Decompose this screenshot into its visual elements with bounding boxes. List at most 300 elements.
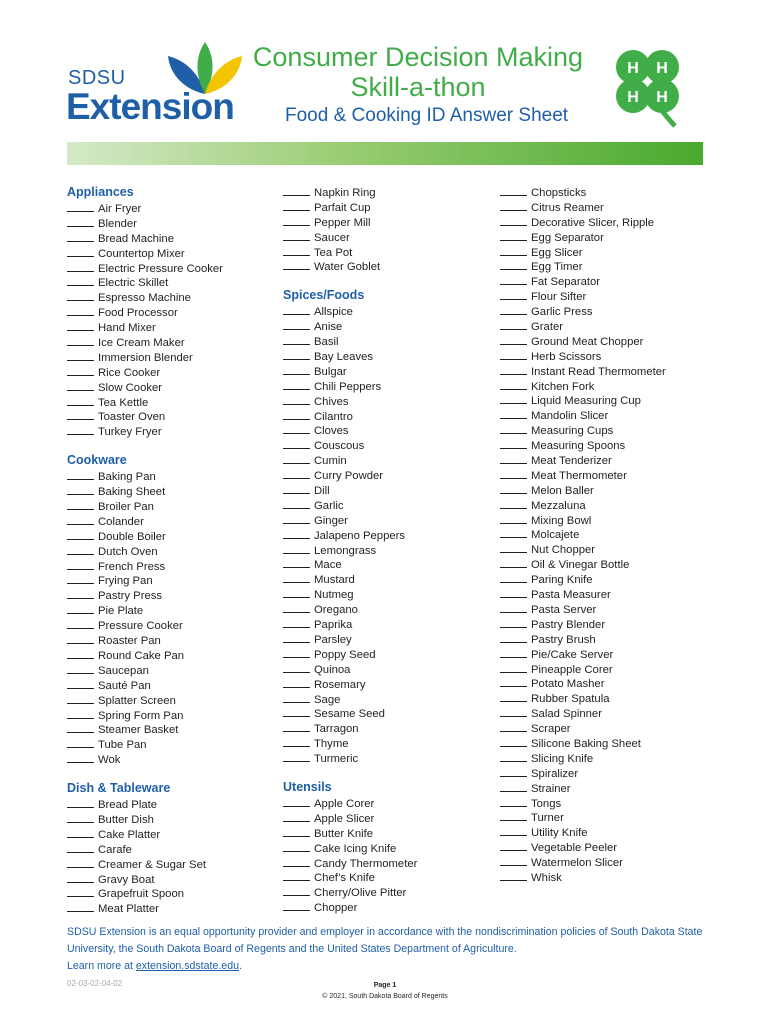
list-item: [67, 633, 272, 648]
list-item: [67, 395, 272, 410]
list-item: [283, 423, 488, 438]
item-label: Bay Leaves: [314, 351, 374, 364]
item-label: Meat Tenderizer: [531, 455, 612, 468]
item-label: Utility Knife: [531, 827, 588, 840]
item-label: Napkin Ring: [314, 187, 376, 199]
answer-blank[interactable]: [283, 483, 310, 494]
answer-blank[interactable]: [500, 632, 527, 643]
item-label: Strainer: [531, 782, 571, 795]
item-label: Garlic: [314, 499, 344, 512]
item-label: Rubber Spatula: [531, 693, 610, 706]
answer-blank[interactable]: [283, 319, 310, 330]
answer-blank[interactable]: [500, 274, 527, 285]
answer-blank[interactable]: [500, 617, 527, 628]
answer-blank[interactable]: [67, 886, 94, 897]
item-label: Roaster Pan: [98, 635, 161, 648]
answer-blank[interactable]: [67, 618, 94, 629]
list-item: [500, 542, 705, 557]
answer-blank[interactable]: [500, 259, 527, 270]
item-label: Basil: [314, 336, 339, 349]
list-item: [67, 886, 272, 901]
item-label: Silicone Baking Sheet: [531, 737, 641, 750]
answer-blank[interactable]: [283, 468, 310, 479]
answer-blank[interactable]: [283, 379, 310, 390]
list-item: [500, 781, 705, 796]
item-label: Mezzaluna: [531, 499, 586, 512]
4h-clover-icon: [605, 40, 693, 128]
item-label: Meat Thermometer: [531, 469, 627, 482]
answer-blank[interactable]: [283, 438, 310, 449]
item-label: Pressure Cooker: [98, 620, 183, 633]
answer-blank[interactable]: [500, 483, 527, 494]
answer-blank[interactable]: [67, 678, 94, 689]
answer-blank[interactable]: [67, 231, 94, 242]
answer-blank[interactable]: [67, 588, 94, 599]
item-label: Blender: [98, 217, 137, 230]
item-label: Pie Plate: [98, 605, 144, 618]
list-item: [67, 708, 272, 723]
list-item: [67, 752, 272, 767]
answer-blank[interactable]: [283, 602, 310, 613]
item-label: Cilantro: [314, 410, 353, 423]
item-label: Tea Kettle: [98, 396, 149, 409]
answer-blank[interactable]: [500, 557, 527, 568]
answer-blank[interactable]: [283, 811, 310, 822]
learn-more-period: .: [238, 960, 242, 972]
list-item: [67, 350, 272, 365]
list-item: [500, 587, 705, 602]
item-label: Vegetable Peeler: [531, 842, 618, 855]
item-label: Mustard: [314, 574, 355, 587]
answer-blank[interactable]: [500, 796, 527, 807]
answer-blank[interactable]: [500, 766, 527, 777]
list-item: [283, 811, 488, 826]
list-item: [283, 483, 488, 498]
answer-blank[interactable]: [283, 423, 310, 434]
answer-blank[interactable]: [67, 872, 94, 883]
list-item: [500, 245, 705, 260]
answer-blank[interactable]: [283, 736, 310, 747]
answer-blank[interactable]: [67, 633, 94, 644]
answer-blank[interactable]: [283, 185, 310, 196]
item-label: Baking Sheet: [98, 486, 166, 499]
answer-blank[interactable]: [500, 438, 527, 449]
item-label: Creamer & Sugar Set: [98, 858, 206, 871]
answer-blank[interactable]: [500, 185, 527, 196]
answer-blank[interactable]: [500, 602, 527, 613]
list-item: [283, 900, 488, 915]
answer-blank[interactable]: [67, 275, 94, 286]
answer-blank[interactable]: [67, 857, 94, 868]
list-item: [500, 840, 705, 855]
list-item: [500, 751, 705, 766]
item-label: Egg Slicer: [531, 246, 583, 259]
list-item: [67, 529, 272, 544]
answer-blank[interactable]: [67, 842, 94, 853]
dish-tableware-list-continued: [283, 185, 488, 274]
item-label: Bulgar: [314, 365, 347, 378]
item-label: Paprika: [314, 619, 353, 632]
answer-blank[interactable]: [500, 840, 527, 851]
item-label: Espresso Machine: [98, 292, 191, 305]
list-item: [67, 648, 272, 663]
logo-extension-text: Extension: [66, 86, 234, 127]
document-code: 02-03-02-04-02: [67, 979, 123, 988]
item-label: Chives: [314, 395, 349, 408]
answer-blank[interactable]: [500, 572, 527, 583]
answer-blank[interactable]: [283, 513, 310, 524]
column-1: [67, 182, 272, 916]
answer-blank[interactable]: [67, 514, 94, 525]
item-label: Liquid Measuring Cup: [531, 395, 641, 408]
item-label: Garlic Press: [531, 306, 593, 319]
answer-blank[interactable]: [67, 409, 94, 420]
item-label: Anise: [314, 321, 343, 334]
answer-blank[interactable]: [500, 498, 527, 509]
list-item: [283, 856, 488, 871]
list-item: [283, 647, 488, 662]
item-label: Rosemary: [314, 678, 366, 691]
list-item: [283, 230, 488, 245]
answer-blank[interactable]: [283, 572, 310, 583]
item-label: Egg Separator: [531, 231, 604, 244]
list-item: [67, 320, 272, 335]
answer-blank[interactable]: [500, 527, 527, 538]
answer-blank[interactable]: [283, 453, 310, 464]
answer-blank[interactable]: [67, 529, 94, 540]
item-label: Dill: [314, 485, 330, 498]
extension-link[interactable]: extension.sdstate.edu: [135, 960, 239, 972]
answer-blank[interactable]: [67, 201, 94, 212]
item-label: Parsley: [314, 633, 352, 646]
list-item: [283, 662, 488, 677]
answer-blank[interactable]: [283, 662, 310, 673]
answer-blank[interactable]: [283, 528, 310, 539]
item-label: Double Boiler: [98, 530, 166, 543]
item-label: Ginger: [314, 514, 348, 527]
list-item: [500, 691, 705, 706]
answer-blank[interactable]: [500, 587, 527, 598]
answer-blank[interactable]: [67, 544, 94, 555]
item-label: Steamer Basket: [98, 724, 179, 737]
answer-blank[interactable]: [283, 230, 310, 241]
answer-blank[interactable]: [67, 603, 94, 614]
answer-blank[interactable]: [283, 200, 310, 211]
list-item: [283, 304, 488, 319]
item-label: Decorative Slicer, Ripple: [531, 216, 655, 229]
item-label: Mixing Bowl: [531, 514, 592, 527]
answer-blank[interactable]: [500, 393, 527, 404]
answer-blank[interactable]: [67, 350, 94, 361]
answer-blank[interactable]: [500, 736, 527, 747]
section-heading-dish-tableware: Dish & Tableware: [67, 781, 171, 796]
item-label: Turmeric: [314, 753, 359, 766]
answer-blank[interactable]: [500, 513, 527, 524]
item-label: Flour Sifter: [531, 291, 587, 304]
list-item: [500, 200, 705, 215]
item-label: Salad Spinner: [531, 708, 602, 721]
list-item: [283, 438, 488, 453]
answer-blank[interactable]: [283, 647, 310, 658]
item-label: Cherry/Olive Pitter: [314, 887, 407, 900]
item-label: Chili Peppers: [314, 380, 382, 393]
item-label: Electric Pressure Cooker: [98, 262, 223, 275]
answer-blank[interactable]: [283, 692, 310, 703]
answer-blank[interactable]: [67, 797, 94, 808]
item-label: Melon Baller: [531, 484, 594, 497]
answer-blank[interactable]: [67, 648, 94, 659]
item-label: Round Cake Pan: [98, 649, 185, 662]
list-item: [283, 751, 488, 766]
answer-blank[interactable]: [500, 304, 527, 315]
answer-blank[interactable]: [500, 691, 527, 702]
answer-blank[interactable]: [500, 855, 527, 866]
item-label: Scraper: [531, 723, 571, 736]
answer-blank[interactable]: [67, 320, 94, 331]
item-label: Chopsticks: [531, 187, 587, 199]
dish-tableware-list: [67, 797, 272, 916]
answer-blank[interactable]: [283, 364, 310, 375]
list-item: [500, 423, 705, 438]
answer-blank[interactable]: [67, 216, 94, 227]
answer-blank[interactable]: [283, 394, 310, 405]
answer-blank[interactable]: [67, 424, 94, 435]
answer-blank[interactable]: [67, 484, 94, 495]
answer-blank[interactable]: [283, 349, 310, 360]
item-label: Grapefruit Spoon: [98, 888, 185, 901]
item-label: Whisk: [531, 871, 562, 884]
list-item: [283, 245, 488, 260]
answer-blank[interactable]: [67, 737, 94, 748]
list-item: [283, 572, 488, 587]
list-item: [67, 693, 272, 708]
item-label: Tea Pot: [314, 246, 353, 259]
answer-blank[interactable]: [500, 379, 527, 390]
answer-blank[interactable]: [67, 380, 94, 391]
list-item: [67, 573, 272, 588]
section-heading-utensils: Utensils: [283, 779, 332, 794]
answer-blank[interactable]: [283, 841, 310, 852]
list-item: [67, 722, 272, 737]
answer-blank[interactable]: [67, 499, 94, 510]
answer-blank[interactable]: [67, 365, 94, 376]
answer-blank[interactable]: [283, 706, 310, 717]
answer-blank[interactable]: [283, 721, 310, 732]
sdsu-extension-logo: [68, 40, 243, 128]
answer-blank[interactable]: [500, 200, 527, 211]
answer-blank[interactable]: [500, 706, 527, 717]
answer-blank[interactable]: [67, 469, 94, 480]
item-label: Pineapple Corer: [531, 663, 613, 676]
answer-blank[interactable]: [283, 900, 310, 911]
answer-blank[interactable]: [500, 215, 527, 226]
answer-blank[interactable]: [500, 676, 527, 687]
answer-blank[interactable]: [283, 334, 310, 345]
answer-blank[interactable]: [500, 751, 527, 762]
answer-blank[interactable]: [500, 721, 527, 732]
item-label: Air Fryer: [98, 203, 142, 215]
item-label: Bread Plate: [98, 799, 158, 812]
answer-blank[interactable]: [283, 632, 310, 643]
answer-blank[interactable]: [283, 215, 310, 226]
answer-blank[interactable]: [283, 617, 310, 628]
item-label: Measuring Spoons: [531, 440, 626, 453]
answer-blank[interactable]: [67, 559, 94, 570]
answer-blank[interactable]: [67, 305, 94, 316]
item-label: Poppy Seed: [314, 648, 376, 661]
list-item: [283, 736, 488, 751]
answer-blank[interactable]: [67, 901, 94, 912]
answer-blank[interactable]: [283, 259, 310, 270]
answer-blank[interactable]: [283, 587, 310, 598]
answer-blank[interactable]: [67, 752, 94, 763]
list-item: [500, 810, 705, 825]
answer-blank[interactable]: [67, 708, 94, 719]
answer-blank[interactable]: [67, 290, 94, 301]
answer-blank[interactable]: [500, 453, 527, 464]
list-item: [67, 365, 272, 380]
answer-blank[interactable]: [500, 662, 527, 673]
logo-sdsu-text: SDSU: [68, 67, 126, 89]
item-label: Oil & Vinegar Bottle: [531, 559, 630, 572]
answer-blank[interactable]: [67, 827, 94, 838]
answer-blank[interactable]: [500, 781, 527, 792]
answer-blank[interactable]: [500, 245, 527, 256]
answer-blank[interactable]: [283, 856, 310, 867]
list-item: [283, 617, 488, 632]
list-item: [500, 632, 705, 647]
item-label: French Press: [98, 560, 166, 573]
list-item: [283, 826, 488, 841]
list-item: [500, 185, 705, 200]
item-label: Mace: [314, 559, 342, 572]
page-title: [248, 42, 588, 102]
item-label: Spring Form Pan: [98, 709, 184, 722]
footer-line-2: University, the South Dakota Board of Regents and the United States Department of Agriculture.: [67, 943, 517, 955]
answer-blank[interactable]: [67, 335, 94, 346]
list-item: [283, 185, 488, 200]
answer-blank[interactable]: [283, 557, 310, 568]
answer-blank[interactable]: [67, 573, 94, 584]
list-item: [67, 231, 272, 246]
list-item: [67, 409, 272, 424]
item-label: Pasta Server: [531, 603, 597, 616]
list-item: [500, 557, 705, 572]
answer-blank[interactable]: [500, 364, 527, 375]
list-item: [283, 453, 488, 468]
list-item: [500, 513, 705, 528]
clover-letter-tl: H: [627, 60, 639, 77]
answer-blank[interactable]: [500, 542, 527, 553]
list-item: [500, 676, 705, 691]
list-item: [67, 872, 272, 887]
item-label: Spiralizer: [531, 767, 579, 780]
answer-blank[interactable]: [67, 395, 94, 406]
item-label: Nutmeg: [314, 589, 354, 602]
list-item: [500, 364, 705, 379]
answer-blank[interactable]: [67, 812, 94, 823]
item-label: Molcajete: [531, 529, 580, 542]
list-item: [283, 364, 488, 379]
answer-blank[interactable]: [283, 245, 310, 256]
list-item: [67, 499, 272, 514]
answer-blank[interactable]: [500, 825, 527, 836]
list-item: [500, 572, 705, 587]
list-item: [67, 663, 272, 678]
list-item: [500, 870, 705, 885]
list-item: [67, 424, 272, 439]
answer-blank[interactable]: [500, 647, 527, 658]
item-label: Bread Machine: [98, 232, 174, 245]
list-item: [500, 617, 705, 632]
answer-blank[interactable]: [500, 423, 527, 434]
answer-blank[interactable]: [283, 751, 310, 762]
answer-blank[interactable]: [500, 408, 527, 419]
answer-blank[interactable]: [283, 543, 310, 554]
answer-blank[interactable]: [500, 810, 527, 821]
answer-blank[interactable]: [283, 885, 310, 896]
list-item: [500, 230, 705, 245]
answer-blank[interactable]: [283, 498, 310, 509]
list-item: [67, 216, 272, 231]
list-item: [500, 453, 705, 468]
answer-blank[interactable]: [67, 663, 94, 674]
answer-blank[interactable]: [67, 722, 94, 733]
item-label: Instant Read Thermometer: [531, 365, 666, 378]
answer-blank[interactable]: [500, 319, 527, 330]
answer-blank[interactable]: [67, 261, 94, 272]
answer-blank[interactable]: [283, 826, 310, 837]
item-label: Apple Corer: [314, 797, 375, 810]
list-item: [283, 692, 488, 707]
item-label: Kitchen Fork: [531, 380, 595, 393]
item-label: Turner: [531, 812, 564, 825]
item-label: Rice Cooker: [98, 366, 161, 379]
answer-blank[interactable]: [500, 468, 527, 479]
spices-foods-list: [283, 304, 488, 766]
answer-blank[interactable]: [283, 796, 310, 807]
title-line-1: Consumer Decision Making: [252, 42, 584, 72]
list-item: [67, 678, 272, 693]
answer-blank[interactable]: [283, 870, 310, 881]
answer-blank[interactable]: [500, 349, 527, 360]
answer-blank[interactable]: [283, 677, 310, 688]
list-item: [67, 737, 272, 752]
answer-blank[interactable]: [283, 304, 310, 315]
answer-blank[interactable]: [67, 693, 94, 704]
item-label: Butter Knife: [314, 827, 374, 840]
utensils-list: [283, 796, 488, 915]
answer-blank[interactable]: [500, 334, 527, 345]
item-label: Frying Pan: [98, 575, 153, 588]
answer-blank[interactable]: [67, 246, 94, 257]
answer-blank[interactable]: [500, 289, 527, 300]
item-label: Gravy Boat: [98, 873, 155, 886]
answer-blank[interactable]: [500, 230, 527, 241]
list-item: [67, 514, 272, 529]
item-label: Mandolin Slicer: [531, 410, 609, 423]
answer-blank[interactable]: [283, 409, 310, 420]
item-label: Hand Mixer: [98, 322, 156, 335]
item-label: Herb Scissors: [531, 350, 602, 363]
section-heading-appliances: Appliances: [67, 185, 134, 199]
item-label: Butter Dish: [98, 813, 154, 826]
list-item: [500, 736, 705, 751]
answer-blank[interactable]: [500, 870, 527, 881]
item-label: Countertop Mixer: [98, 247, 185, 260]
list-item: [67, 603, 272, 618]
item-label: Turkey Fryer: [98, 426, 162, 439]
